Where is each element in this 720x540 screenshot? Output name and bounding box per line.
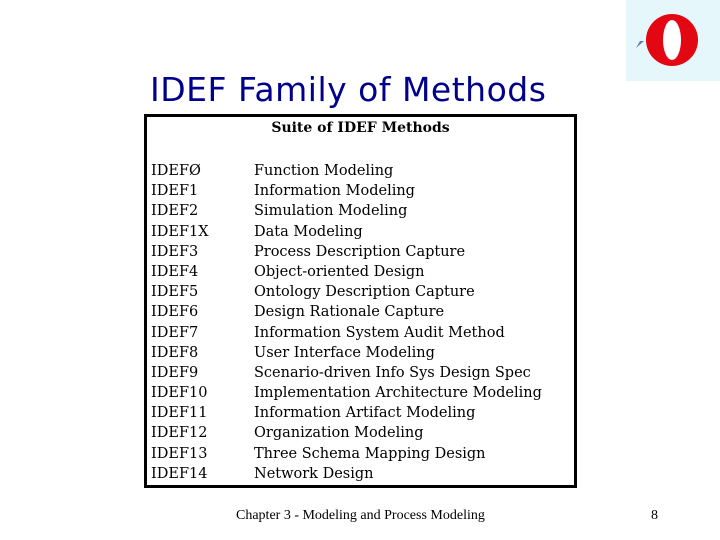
method-code: IDEF6 (151, 304, 199, 321)
method-code: IDEF8 (151, 344, 199, 361)
method-name: Network Design (254, 465, 374, 482)
method-code: IDEF11 (151, 405, 208, 422)
method-name: Organization Modeling (254, 425, 424, 442)
method-name: Function Modeling (254, 163, 394, 179)
method-code: IDEF5 (151, 284, 199, 301)
method-code: IDEF10 (151, 385, 208, 402)
slide-title: IDEF Family of Methods (150, 70, 547, 109)
method-code: IDEFØ (151, 163, 201, 179)
method-name: Ontology Description Capture (254, 284, 475, 301)
method-name: Scenario-driven Info Sys Design Spec (254, 364, 531, 381)
method-name: Design Rationale Capture (254, 304, 445, 321)
method-code: IDEF7 (151, 324, 199, 341)
method-name: Process Description Capture (254, 243, 466, 260)
method-name: User Interface Modeling (254, 344, 435, 361)
method-code: IDEF14 (151, 465, 208, 482)
method-name: Simulation Modeling (254, 203, 408, 220)
method-code: IDEF13 (151, 445, 208, 462)
university-logo-icon (626, 0, 720, 81)
method-code: IDEF1 (151, 183, 199, 200)
method-code: IDEF4 (151, 263, 199, 280)
idef-methods-table (144, 114, 577, 488)
method-name: Three Schema Mapping Design (254, 445, 486, 462)
method-name: Information Artifact Modeling (254, 405, 476, 422)
table-caption: Suite of IDEF Methods (271, 120, 450, 136)
method-name: Information Modeling (254, 183, 415, 200)
method-name: Information System Audit Method (254, 324, 505, 341)
page-number: 8 (651, 508, 658, 523)
slide-footer: Chapter 3 - Modeling and Process Modeling (236, 508, 485, 523)
method-code: IDEF9 (151, 364, 199, 381)
method-name: Object-oriented Design (254, 263, 425, 280)
method-code: IDEF3 (151, 243, 199, 260)
method-code: IDEF2 (151, 203, 199, 220)
method-name: Data Modeling (254, 223, 363, 240)
method-code: IDEF12 (151, 425, 208, 442)
method-name: Implementation Architecture Modeling (254, 385, 542, 402)
method-code: IDEF1X (151, 223, 209, 240)
logo-area (626, 0, 720, 81)
